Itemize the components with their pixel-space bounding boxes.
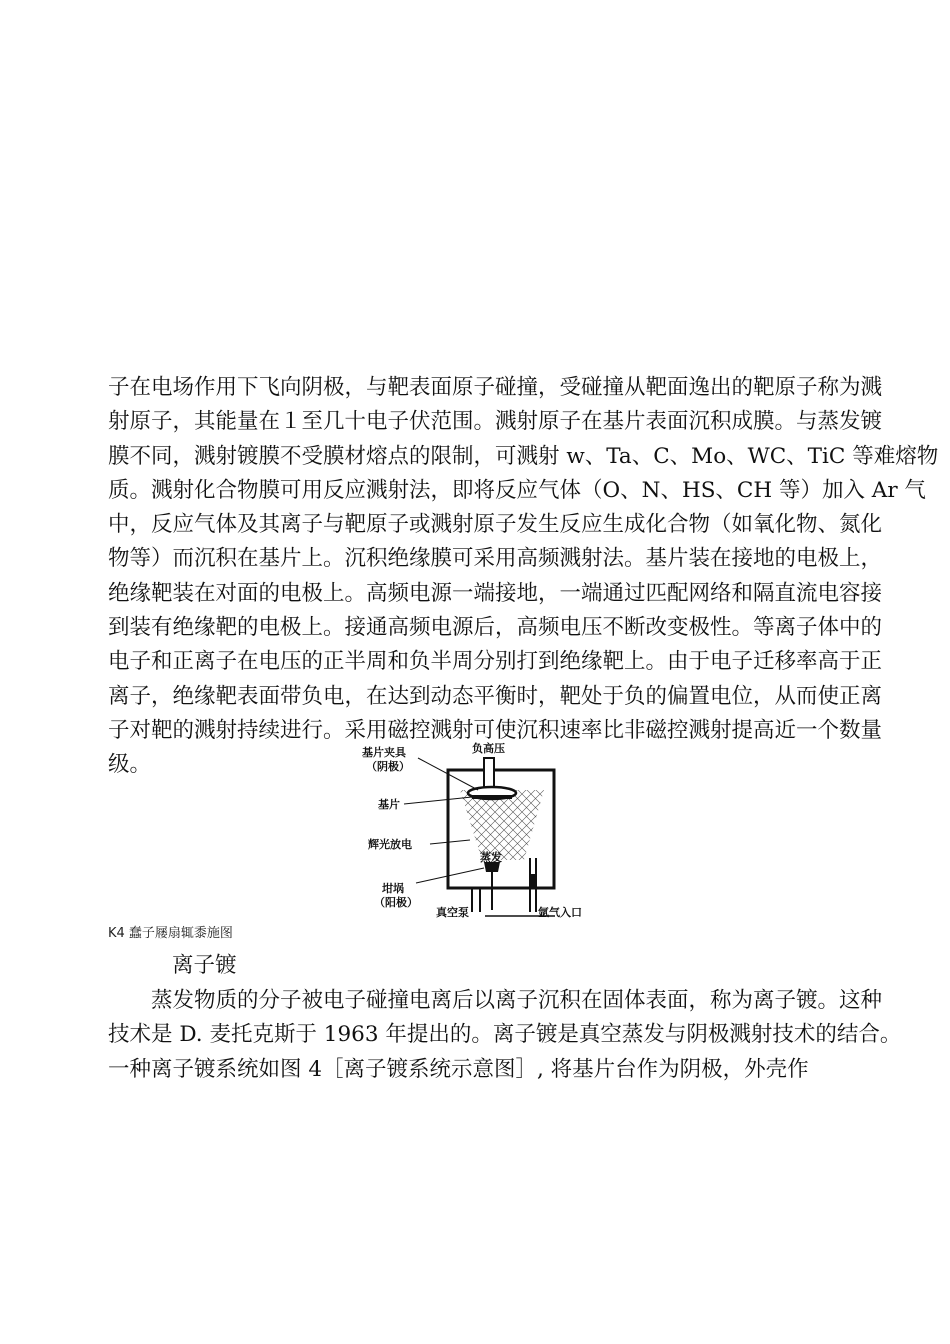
glow-discharge-region bbox=[460, 790, 544, 860]
label-crucible-2: （阳极） bbox=[374, 896, 418, 909]
ion-plating-diagram bbox=[360, 740, 600, 925]
text-line: 子在电场作用下飞向阴极，与靶表面原子碰撞，受碰撞从靶面逸出的靶原子称为溅 bbox=[108, 375, 883, 400]
text-line: 物等）而沉积在基片上。沉积绝缘膜可采用高频溅射法。基片装在接地的电极上， bbox=[108, 546, 883, 572]
text-line: 级。 bbox=[108, 752, 152, 778]
text-line: 中，反应气体及其离子与靶原子或溅射原子发生反应生成化合物（如氧化物、氮化 bbox=[108, 512, 883, 538]
text-line: 绝缘靶装在对面的电极上。高频电源一端接地，一端通过匹配网络和隔直流电容接 bbox=[108, 580, 883, 606]
text-line: 离子，绝缘靶表面带负电，在达到动态平衡时，靶处于负的偏置电位，从而使正离 bbox=[108, 683, 883, 709]
leader-crucible bbox=[416, 868, 484, 883]
text-line: 膜不同，溅射镀膜不受膜材熔点的限制，可溅射 w、Ta、C、Mo、WC、TiC 等难熔物 bbox=[108, 443, 939, 469]
text-line: 一种离子镀系统如图 4［离子镀系统示意图］, 将基片台作为阴极，外壳作 bbox=[108, 1056, 809, 1082]
substrate bbox=[472, 795, 512, 799]
text-line: 射原子，其能量在１至几十电子伏范围。溅射原子在基片表面沉积成膜。与蒸发镀 bbox=[108, 409, 883, 435]
section-heading: 离子镀 bbox=[172, 953, 237, 978]
label-glow: 辉光放电 bbox=[368, 838, 412, 851]
leader-substrate bbox=[404, 797, 472, 804]
text-line: 蒸发物质的分子被电子碰撞电离后以离子沉积在固体表面，称为离子镀。这种 bbox=[108, 988, 883, 1013]
text-line: 技术是 D. 麦托克斯于 1963 年提出的。离子镀是真空蒸发与阴极溅射技术的结合。 bbox=[108, 1022, 902, 1048]
text-line: 到装有绝缘靶的电极上。接通高频电源后，高频电压不断改变极性。等离子体中的 bbox=[108, 615, 883, 641]
text-line: 电子和正离子在电压的正半周和负半周分别打到绝缘靶上。由于电子迁移率高于正 bbox=[108, 649, 883, 675]
leader-glow bbox=[430, 840, 470, 844]
label-substrate: 基片 bbox=[378, 798, 400, 811]
paragraph-sputtering bbox=[108, 371, 939, 783]
text-line: 质。溅射化合物膜可用反应溅射法，即将反应气体（O、N、HS、CH 等）加入 Ar 气 bbox=[108, 477, 926, 503]
paragraph-ion-plating bbox=[108, 984, 902, 1087]
text-line: 子对靶的溅射持续进行。采用磁控溅射可使沉积速率比非磁控溅射提高近一个数量 bbox=[108, 717, 883, 743]
figure-caption: K4 蠢子屦扇辄黍施图 bbox=[108, 926, 233, 941]
label-holder-2: （阴极） bbox=[366, 760, 410, 773]
label-holder-1: 基片夹具 bbox=[362, 746, 406, 759]
label-argon-inlet: 氩气入口 bbox=[538, 906, 582, 919]
label-evap: 蒸发 bbox=[480, 851, 502, 864]
diagram-svg bbox=[360, 740, 600, 925]
label-crucible-1: 坩埚 bbox=[382, 882, 404, 895]
label-high-voltage: 负高压 bbox=[472, 742, 505, 755]
argon-valve bbox=[529, 874, 537, 888]
vacuum-pipe bbox=[472, 888, 480, 912]
label-vacuum-pump: 真空泵 bbox=[436, 906, 469, 919]
